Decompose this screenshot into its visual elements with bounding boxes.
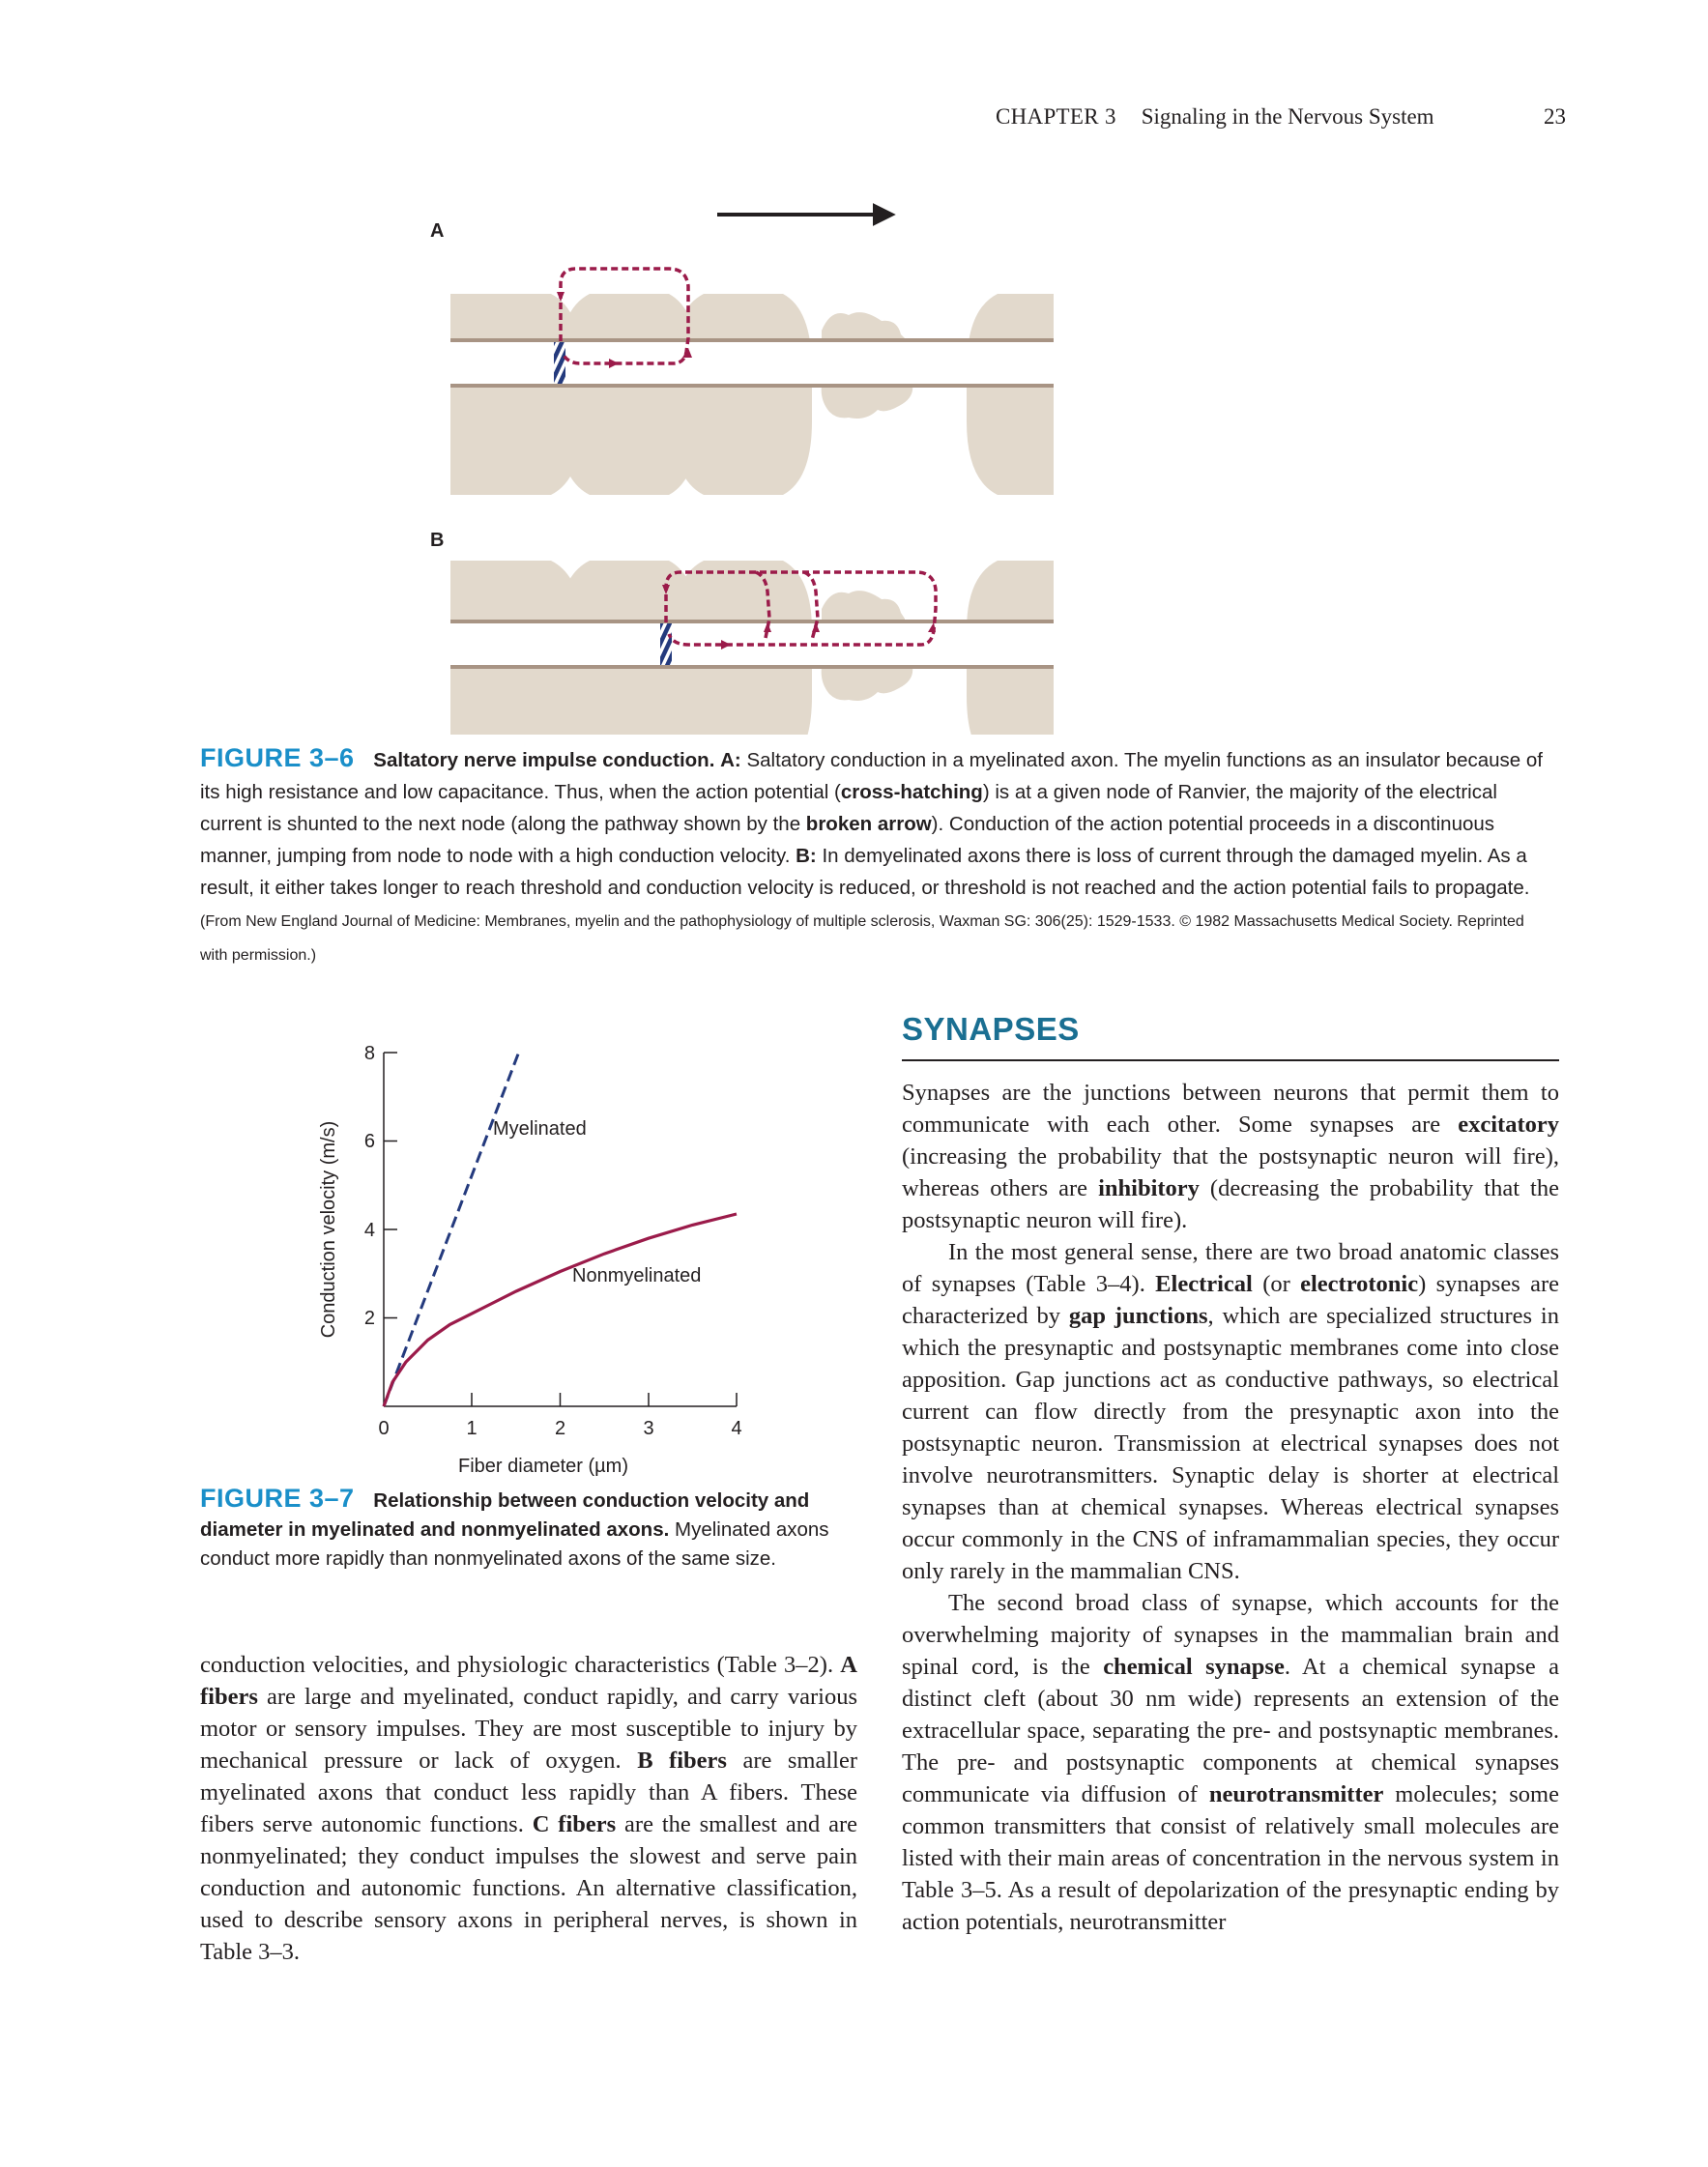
x-ticks [472,1393,737,1406]
key-term: chemical synapse [1103,1654,1285,1680]
y-ticks [384,1053,397,1318]
nonmyelinated-series-line [384,1214,737,1406]
body-text: are large and myelinated, conduct rapidly, and carry various motor or sensory impulses. They are most susceptible to injury by mechanical pressure or lack of oxygen. [200,1684,857,1774]
paragraph [902,1587,1559,1938]
action-potential-hatching [554,342,565,384]
caption-text: In demyelinated axons there is loss of current through the damaged myelin. As a result, it either takes longer to reach threshold and conduction velocity is reduced, or threshold is not reached and the action potential fails to propagate. [200,845,1530,899]
axon-membrane-bottom [450,384,1054,388]
paragraph [902,1236,1559,1587]
figure-3-6-diagram [416,193,1382,735]
svg-text:0: 0 [378,1418,390,1439]
panel-a-ref: A: [720,749,741,771]
panel-b-ref: B: [796,845,817,867]
body-text: (or [1252,1271,1301,1297]
body-text: (increasing the probability that the postsynaptic neuron will fire), whereas others are [902,1143,1559,1201]
section-rule [902,1059,1559,1061]
paragraph [200,1649,857,1968]
svg-text:1: 1 [466,1418,478,1439]
running-head [996,104,1566,133]
chapter-label: CHAPTER 3 [996,104,1116,129]
figure-3-7-caption [200,1484,877,1574]
conduction-velocity-chart [290,1015,754,1479]
myelin-segments [450,294,1054,495]
svg-text:6: 6 [363,1131,375,1152]
key-term: gap junctions [1068,1303,1208,1329]
saltatory-conduction-diagram [416,193,1382,735]
body-text: conduction velocities, and physiologic characteristics (Table 3–2). [200,1652,841,1678]
svg-text:4: 4 [363,1220,375,1241]
key-term: electrotonic [1300,1271,1419,1297]
caption-text: ) is at a given node of Ranvier, the majority of the electrical current is shunted to the next node (along the pathway shown by the [200,781,1497,835]
panel-a [450,269,1054,495]
body-text: . At a chemical synapse a distinct cleft (about 30 nm wide) represents an extension of the extracellular space, separating the pre- and postsynaptic membranes. The pre- and postsynaptic components at chemical synapses communicate via diffusion of [902,1654,1560,1807]
figure-title: Relationship between conduction velocity and diameter in myelinated and nonmyelinated axons. [200,1489,810,1541]
body-text: Synapses are the junctions between neurons that permit them to communicate with each other. Some synapses are [902,1080,1559,1138]
left-column [200,1649,857,1968]
figure-number: FIGURE 3–6 [200,743,355,772]
figure-number: FIGURE 3–7 [200,1484,355,1513]
x-axis-label: Fiber diameter (µm) [458,1456,628,1477]
svg-text:8: 8 [363,1043,375,1064]
axon-membrane-top-b [450,620,1054,623]
body-text: are smaller myelinated axons that conduct less rapidly than A fibers. These fibers serve autonomic functions. [200,1748,857,1837]
key-term: A fibers [200,1652,857,1710]
svg-text:2: 2 [554,1418,566,1439]
page-number: 23 [1544,104,1566,129]
figure-3-6-caption [200,742,1553,971]
figure-3-7-chart [290,1015,754,1479]
key-term: excitatory [1458,1112,1559,1138]
nonmyelinated-label: Nonmyelinated [572,1265,702,1286]
key-term: C fibers [532,1811,617,1837]
body-text: , which are specialized structures in which the presynaptic and postsynaptic membranes come into close apposition. Gap junctions act as conductive pathways, so electrical current can flow directly from the presynaptic axon into the postsynaptic neuron. Transmission at electrical synapses does not involve neurotransmitters. Synaptic delay is shorter at electrical synapses than at chemical synapses. Whereas electrical synapses occur commonly in the CNS of inframammalian species, they occur only rarely in the mammalian CNS. [902,1303,1559,1584]
body-text: ) synapses are characterized by [902,1271,1559,1329]
svg-text:4: 4 [731,1418,742,1439]
body-text: The second broad class of synapse, which accounts for the overwhelming majority of synapses in the mammalian brain and spinal cord, is the [902,1590,1559,1680]
key-term: neurotransmitter [1208,1781,1384,1807]
caption-term: cross-hatching [840,781,983,803]
key-term: inhibitory [1098,1175,1200,1201]
caption-source: (From New England Journal of Medicine: Membranes, myelin and the pathophysiology of multiple sclerosis, Waxman SG: 306(25): 1529-1533. © 1982 Massachusetts Medical Society. Reprinted with permission.) [200,913,1524,964]
panel-b-label: B [430,530,445,551]
caption-text: Myelinated axons conduct more rapidly than nonmyelinated axons of the same size. [200,1518,829,1570]
action-potential-hatching-b [660,623,672,665]
key-term: B fibers [637,1748,727,1774]
axon-membrane-top [450,338,1054,342]
body-text: are the smallest and are nonmyelinated; they conduct impulses the slowest and serve pain conduction and autonomic functions. An alternative classification, used to describe sensory axons in peripheral nerves, is shown in Table 3–3. [200,1811,857,1965]
y-tick-labels [364,1043,375,1329]
body-text: (decreasing the probability that the postsynaptic neuron will fire). [902,1175,1559,1233]
right-column [902,1077,1559,1938]
chapter-title: Signaling in the Nervous System [1141,104,1434,129]
section-heading: SYNAPSES [902,1011,1080,1047]
axon-membrane-bottom-b [450,665,1054,669]
panel-a-label: A [430,220,445,242]
body-text: In the most general sense, there are two broad anatomic classes of synapses (Table 3–4). [902,1239,1559,1297]
paragraph [902,1077,1559,1236]
key-term: Electrical [1155,1271,1253,1297]
myelinated-label: Myelinated [493,1118,587,1140]
myelinated-series-line [384,1053,519,1406]
y-axis-label: Conduction velocity (m/s) [318,1120,339,1339]
figure-title: Saltatory nerve impulse conduction. [373,749,715,771]
body-text: molecules; some common transmitters that consist of relatively small molecules are listed with their main areas of concentration in the nervous system in Table 3–5. As a result of depolarization of the presynaptic ending by action potentials, neurotransmitter [902,1781,1559,1935]
caption-text: ). Conduction of the action potential proceeds in a discontinuous manner, jumping from node to node with a high conduction velocity. [200,813,1495,867]
panel-b [450,561,1054,735]
caption-text: Saltatory conduction in a myelinated axon. The myelin functions as an insulator because of its high resistance and low capacitance. Thus, when the action potential ( [200,749,1543,803]
svg-text:3: 3 [643,1418,654,1439]
x-tick-labels [378,1418,741,1439]
svg-text:2: 2 [363,1308,375,1329]
caption-term: broken arrow [805,813,932,835]
